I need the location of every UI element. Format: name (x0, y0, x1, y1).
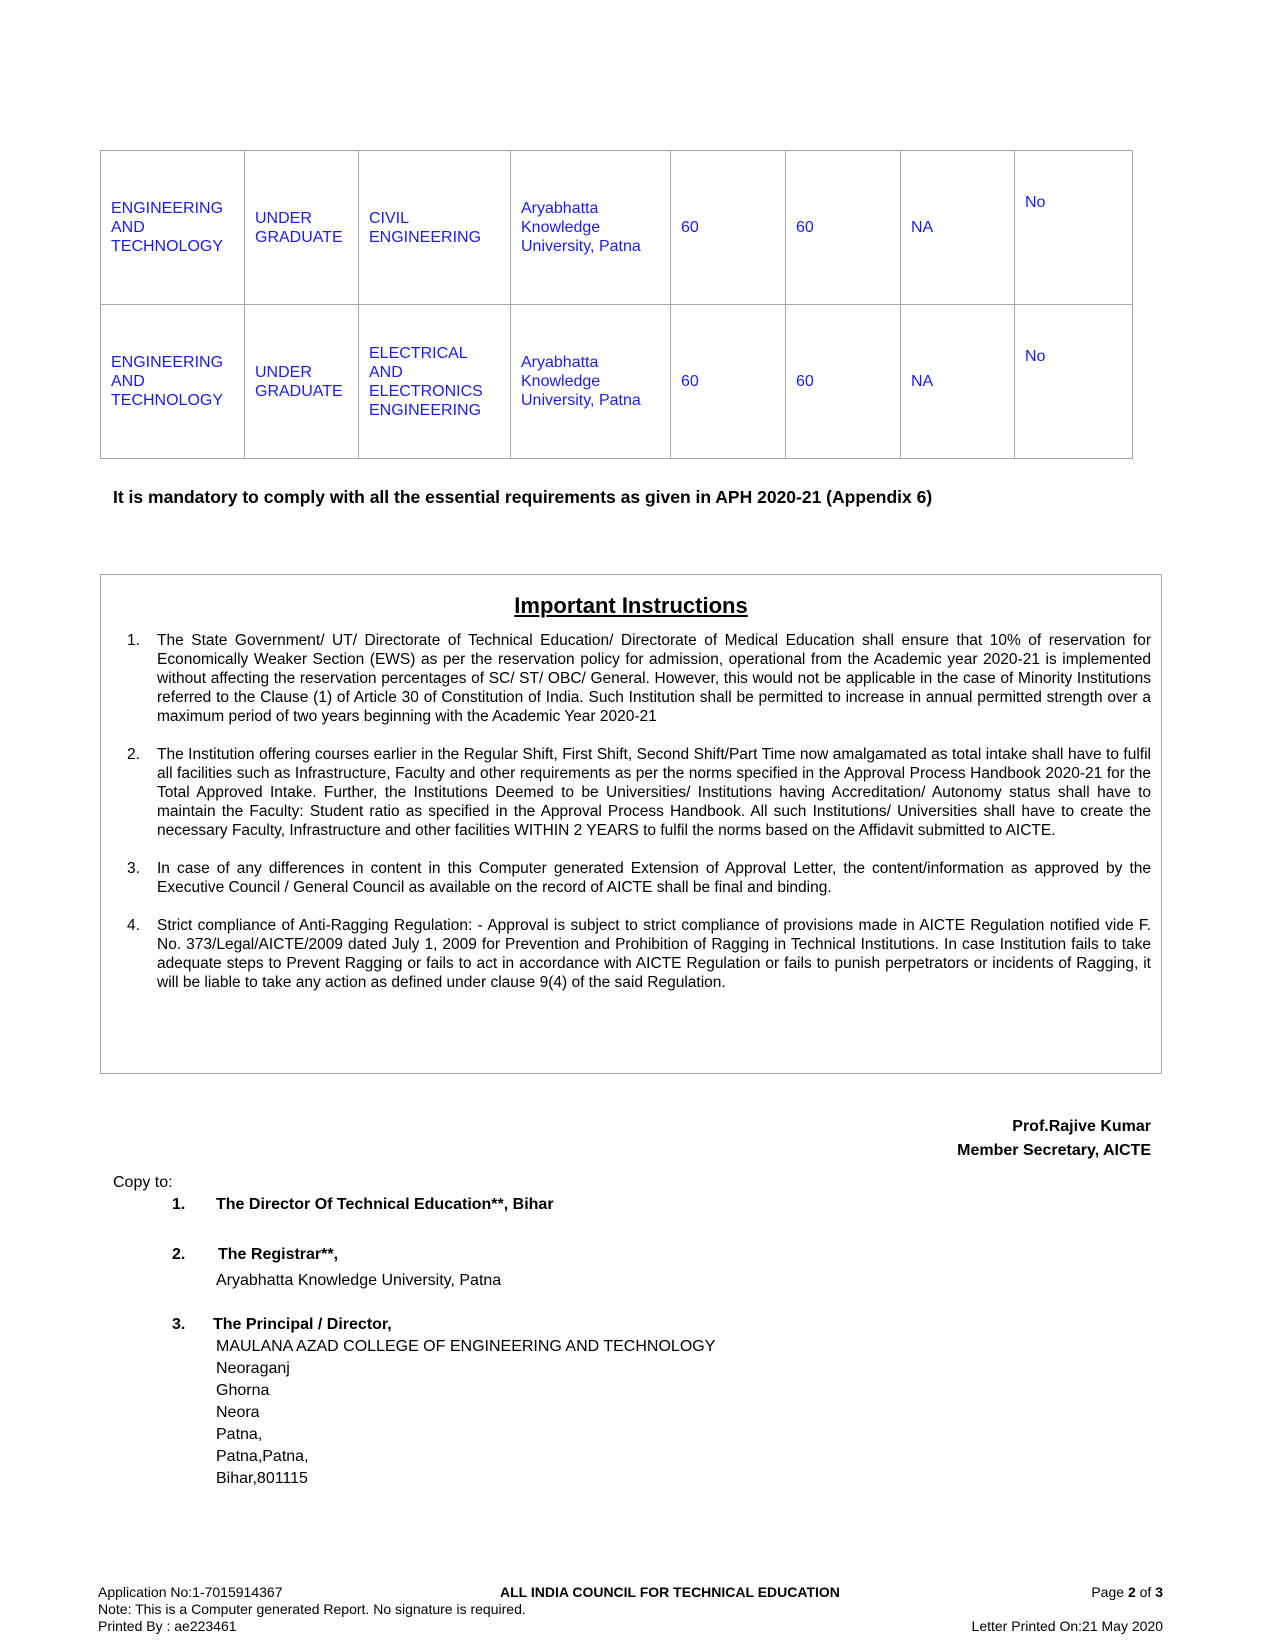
signature-block (957, 1115, 1151, 1163)
instruction-text: Strict compliance of Anti-Ragging Regulation: - Approval is subject to strict compliance of provisions made in AICTE Regulation notified vide F. No. 373/Legal/AICTE/2009 dated July 1, 2009 for Prevention and Prohibition of Ragging in Technical Institutions. In case Institution fails to take adequate steps to Prevent Ragging or fails to act in accordance with AICTE Regulation or fails to punish perpetrators or incidents of Ragging, it will be liable to take any action as defined under clause 9(4) of the said Regulation. (157, 917, 1151, 991)
cell-line: AND (369, 363, 403, 381)
signatory-designation: Member Secretary, AICTE (957, 1142, 1151, 1159)
cell-affiliating-university (511, 305, 671, 459)
instruction-number: 2. (127, 746, 140, 763)
cell-line: GRADUATE (255, 228, 343, 246)
instructions-title: Important Instructions (514, 593, 748, 618)
footer-page-number (1091, 1584, 1163, 1601)
instruction-number: 4. (127, 917, 140, 934)
cell-line: University, Patna (521, 392, 641, 409)
cell-line: ENGINEERING (111, 354, 224, 371)
copy-to-address-line: Bihar,801115 (216, 1470, 308, 1487)
page-mid: of (1135, 1584, 1156, 1600)
cell-intake-approved: 60 (671, 305, 786, 459)
footer-note: Note: This is a Computer generated Report. No signature is required. (98, 1601, 526, 1617)
cell-line: GRADUATE (255, 382, 343, 400)
cell-line: Aryabhatta (521, 200, 599, 217)
signatory-name: Prof.Rajive Kumar (1012, 1118, 1151, 1135)
copy-to-recipient: The Principal / Director, (213, 1316, 392, 1333)
cell-line: AND (111, 373, 145, 390)
course-intake-table (100, 150, 1133, 459)
cell-discipline (101, 305, 245, 459)
copy-to-number: 1. (172, 1196, 186, 1213)
copy-to-recipient: The Director Of Technical Education**, Bihar (216, 1196, 554, 1213)
copy-to-address-line: Patna, (216, 1426, 263, 1443)
footer-council-name: ALL INDIA COUNCIL FOR TECHNICAL EDUCATION (500, 1584, 840, 1600)
footer-printed-by: Printed By : ae223461 (98, 1618, 237, 1634)
footer-application-no: Application No:1-7015914367 (98, 1584, 283, 1600)
footer-printed-on: Letter Printed On:21 May 2020 (971, 1618, 1163, 1634)
copy-to-recipient: The Registrar**, (218, 1246, 339, 1263)
copy-to-address-line: Ghorna (216, 1382, 270, 1399)
cell-line: ENGINEERING (369, 401, 482, 419)
table-row (101, 305, 1133, 459)
cell-intake-previous: 60 (786, 305, 901, 459)
table-row (101, 151, 1133, 305)
cell-line: Knowledge (521, 219, 601, 236)
cell-level (245, 305, 359, 459)
copy-to-address-line: Aryabhatta Knowledge University, Patna (216, 1272, 502, 1289)
cell-nri: NA (901, 151, 1015, 305)
cell-pio: No (1015, 151, 1133, 305)
cell-line: TECHNOLOGY (111, 392, 224, 409)
instruction-item (127, 745, 1151, 840)
instruction-number: 3. (127, 860, 140, 877)
cell-nri: NA (901, 305, 1015, 459)
copy-to-heading: Copy to: (113, 1174, 173, 1191)
copy-to-number: 2. (172, 1246, 186, 1263)
copy-to-address-line: Neoraganj (216, 1360, 290, 1377)
course-intake-table-body (101, 151, 1133, 459)
cell-course (359, 151, 511, 305)
cell-line: AND (111, 219, 145, 236)
cell-line: CIVIL (369, 209, 410, 227)
cell-course (359, 305, 511, 459)
instruction-text: The Institution offering courses earlier in the Regular Shift, First Shift, Second Shift/Part Time now amalgamated as total intake shall have to fulfil all facilities such as Infrastructure, Faculty and other requirements as per the norms specified in the Approval Process Handbook 2020-21 for the Total Approved Intake. Further, the Institutions Deemed to be Universities/ Institutions having Accreditation/ Autonomy status shall have to maintain the Faculty: Student ratio as specified in the Approval Process Handbook. All such Institutions/ Universities shall have to create the necessary Faculty, Infrastructure and other facilities WITHIN 2 YEARS to fulfil the norms based on the Affidavit submitted to AICTE. (157, 746, 1151, 839)
copy-to-address-line: Neora (216, 1404, 260, 1421)
instruction-text: The State Government/ UT/ Directorate of Technical Education/ Directorate of Medical Education shall ensure that 10% of reservation for Economically Weaker Section (EWS) as per the reservation policy for admission, operational from the Academic year 2020-21 is implemented without affecting the reservation percentages of SC/ ST/ OBC/ General. However, this would not be applicable in the case of Minority Institutions referred to the Clause (1) of Article 30 of Constitution of India. Such Institution shall be permitted to increase in annual permitted strength over a maximum period of two years beginning with the Academic Year 2020-21 (157, 632, 1151, 725)
instruction-item (127, 859, 1151, 897)
page-prefix: Page (1091, 1584, 1128, 1600)
instruction-item (127, 916, 1151, 992)
cell-intake-previous: 60 (786, 151, 901, 305)
cell-line: ENGINEERING (369, 228, 482, 246)
cell-line: ELECTRICAL (369, 344, 468, 362)
cell-line: Aryabhatta (521, 354, 599, 371)
cell-line: UNDER (255, 209, 312, 227)
compliance-notice: It is mandatory to comply with all the essential requirements as given in APH 2020-21 (Appendix 6) (113, 487, 933, 507)
instruction-text: In case of any differences in content in this Computer generated Extension of Approval Letter, the content/information as approved by the Executive Council / General Council as available on the record of AICTE shall be final and binding. (157, 860, 1151, 896)
instruction-number: 1. (127, 632, 140, 649)
instruction-item (127, 631, 1151, 726)
cell-line: Knowledge (521, 373, 601, 390)
instructions-list (127, 631, 1151, 1011)
cell-line: ENGINEERING (111, 200, 224, 217)
cell-line: University, Patna (521, 238, 641, 255)
page-total: 3 (1155, 1584, 1163, 1600)
important-instructions-box (100, 574, 1162, 1074)
copy-to-address-line: Patna,Patna, (216, 1448, 309, 1465)
cell-pio: No (1015, 305, 1133, 459)
cell-intake-approved: 60 (671, 151, 786, 305)
copy-to-address-line: MAULANA AZAD COLLEGE OF ENGINEERING AND TECHNOLOGY (216, 1338, 716, 1355)
page-current: 2 (1127, 1584, 1136, 1600)
cell-affiliating-university (511, 151, 671, 305)
cell-discipline (101, 151, 245, 305)
cell-line: TECHNOLOGY (111, 238, 224, 255)
cell-line: UNDER (255, 363, 312, 381)
cell-line: ELECTRONICS (369, 382, 483, 400)
copy-to-number: 3. (172, 1316, 186, 1333)
cell-level (245, 151, 359, 305)
